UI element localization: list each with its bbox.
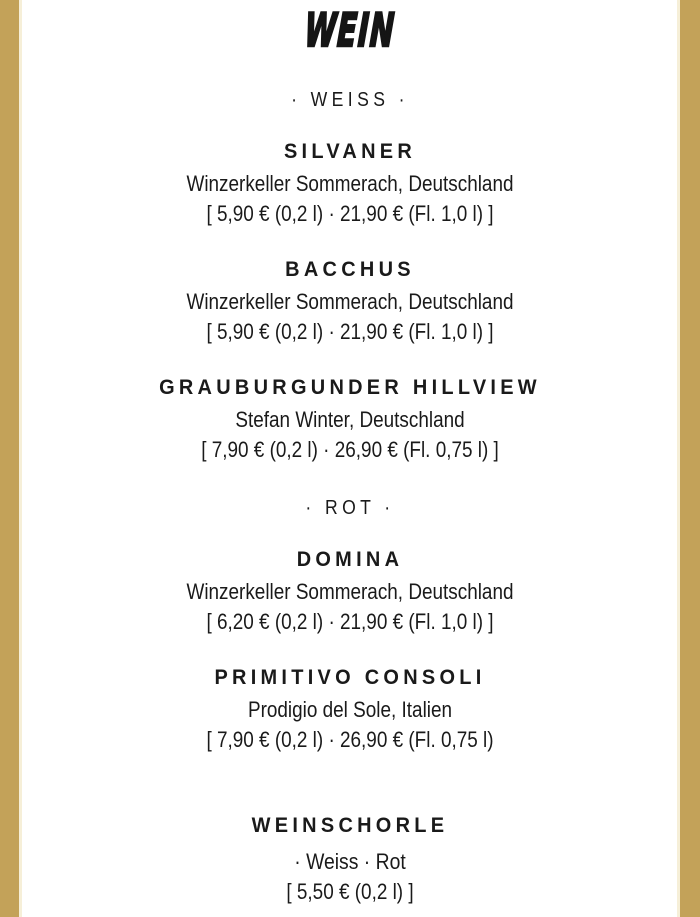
right-accent-stripe [677, 0, 700, 917]
wine-price: [ 7,90 € (0,2 l) · 26,90 € (Fl. 0,75 l) ] [201, 437, 499, 462]
wine-producer: Winzerkeller Sommerach, Deutschland [186, 579, 514, 604]
wine-entry-primitivo [30, 666, 670, 752]
wine-entry-silvaner [30, 140, 670, 226]
weinschorle-name: WEINSCHORLE [251, 814, 449, 837]
section-label-rot: · ROT · [305, 497, 395, 519]
weinschorle-variants: · Weiss · Rot [294, 849, 406, 874]
menu-page [30, 0, 670, 904]
wine-producer: Winzerkeller Sommerach, Deutschland [186, 171, 514, 196]
wine-price: [ 5,90 € (0,2 l) · 21,90 € (Fl. 1,0 l) ] [206, 319, 494, 344]
section-label-weiss: · WEISS · [291, 89, 409, 111]
wine-price: [ 6,20 € (0,2 l) · 21,90 € (Fl. 1,0 l) ] [206, 609, 494, 634]
wine-producer: Prodigio del Sole, Italien [247, 697, 453, 722]
wine-producer: Stefan Winter, Deutschland [235, 407, 465, 432]
wine-producer: Winzerkeller Sommerach, Deutschland [186, 289, 514, 314]
wine-name: DOMINA [296, 548, 404, 571]
wine-name: PRIMITIVO CONSOLI [214, 666, 486, 689]
weinschorle-price: [ 5,50 € (0,2 l) ] [286, 879, 414, 904]
wine-name: SILVANER [283, 140, 417, 163]
wine-name: BACCHUS [285, 258, 415, 281]
weinschorle-entry [30, 814, 670, 904]
page-title: WEIN [303, 3, 397, 57]
wine-entry-bacchus [30, 258, 670, 344]
wine-price: [ 5,90 € (0,2 l) · 21,90 € (Fl. 1,0 l) ] [206, 201, 494, 226]
wine-name: GRAUBURGUNDER HILLVIEW [159, 376, 541, 399]
wine-price: [ 7,90 € (0,2 l) · 26,90 € (Fl. 0,75 l) [206, 727, 494, 752]
wine-entry-grauburgunder [30, 376, 670, 462]
wine-entry-domina [30, 548, 670, 634]
left-accent-stripe [0, 0, 22, 917]
